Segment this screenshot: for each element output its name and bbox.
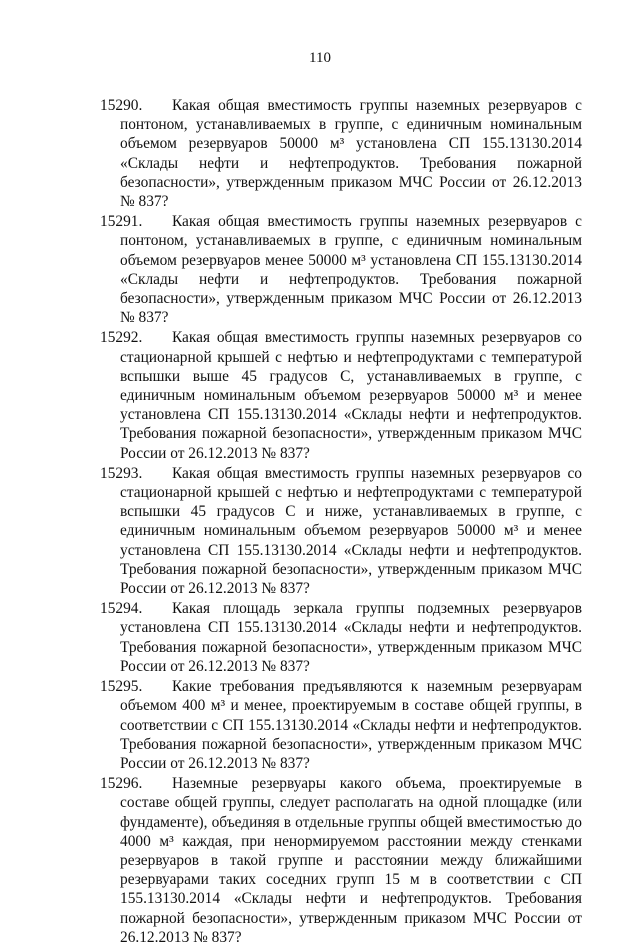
question-item (100, 212, 582, 327)
question-item (100, 328, 582, 462)
question-text: Какие требования предъявляются к наземным резервуарам объемом 400 м³ и менее, проектируемым в составе общей группы, в соответствии с СП 155.13130.2014 «Склады нефти и нефтепродуктов. Требования пожарной безопасности», утвержденным приказом МЧС России от 26.12.2013 № 837? (120, 678, 582, 772)
question-number: 15294. (100, 600, 143, 618)
question-number: 15292. (100, 329, 143, 347)
question-list (100, 96, 582, 948)
question-text: Какая общая вместимость группы наземных резервуаров с понтоном, устанавливаемых в группе, с единичным номинальным объемом резервуаров менее 50000 м³ установлена СП 155.13130.2014 «Склады нефти и нефтепродуктов. Требования пожарной безопасности», утвержденным приказом МЧС России от 26.12.2013 № 837? (120, 213, 582, 327)
question-text: Какая площадь зеркала группы подземных резервуаров установлена СП 155.13130.2014 «Склады нефти и нефтепродуктов. Требования пожарной безопасности», утвержденным приказом МЧС России от 26.12.2013 № 837? (120, 600, 582, 675)
question-number: 15293. (100, 464, 143, 482)
question-item (100, 599, 582, 676)
page-number: 110 (309, 50, 331, 66)
question-text: Какая общая вместимость группы наземных резервуаров со стационарной крышей с нефтью и нефтепродуктами с температурой вспышки 45 градусов С и ниже, устанавливаемых в группе, с единичным номинальным объемом резервуаров 50000 м³ и менее установлена СП 155.13130.2014 «Склады нефти и нефтепродуктов. Требования пожарной безопасности», утвержденным приказом МЧС России от 26.12.2013 № 837? (120, 464, 582, 598)
question-item (100, 774, 582, 947)
question-text: Какая общая вместимость группы наземных резервуаров с понтоном, устанавливаемых в группе, с единичным номинальным объемом резервуаров 50000 м³ установлена СП 155.13130.2014 «Склады нефти и нефтепродуктов. Требования пожарной безопасности», утвержденным приказом МЧС России от 26.12.2013 № 837? (120, 97, 582, 211)
question-item (100, 464, 582, 598)
question-number: 15295. (100, 678, 143, 696)
question-number: 15290. (100, 97, 143, 114)
question-number: 15296. (100, 775, 143, 793)
question-text: Наземные резервуары какого объема, проектируемые в составе общей группы, следует располагать на одной площадке (или фундаменте), объединяя в отдельные группы общей вместимостью до 4000 м³ каждая, при ненормируемом расстоянии между стенками резервуаров в такой группе и расстоянии между ближайшими резервуарами таких соседних групп 15 м в соответствии с СП 155.13130.2014 «Склады нефти и нефтепродуктов. Требования пожарной безопасности», утвержденным приказом МЧС России от 26.12.2013 № 837? (120, 775, 582, 946)
question-number: 15291. (100, 213, 143, 231)
question-item (100, 677, 582, 773)
question-item (100, 96, 582, 211)
question-text: Какая общая вместимость группы наземных резервуаров со стационарной крышей с нефтью и нефтепродуктами с температурой вспышки выше 45 градусов С, устанавливаемых в группе, с единичным номинальным объемом резервуаров 50000 м³ и менее установлена СП 155.13130.2014 «Склады нефти и нефтепродуктов. Требования пожарной безопасности», утвержденным приказом МЧС России от 26.12.2013 № 837? (120, 329, 582, 462)
